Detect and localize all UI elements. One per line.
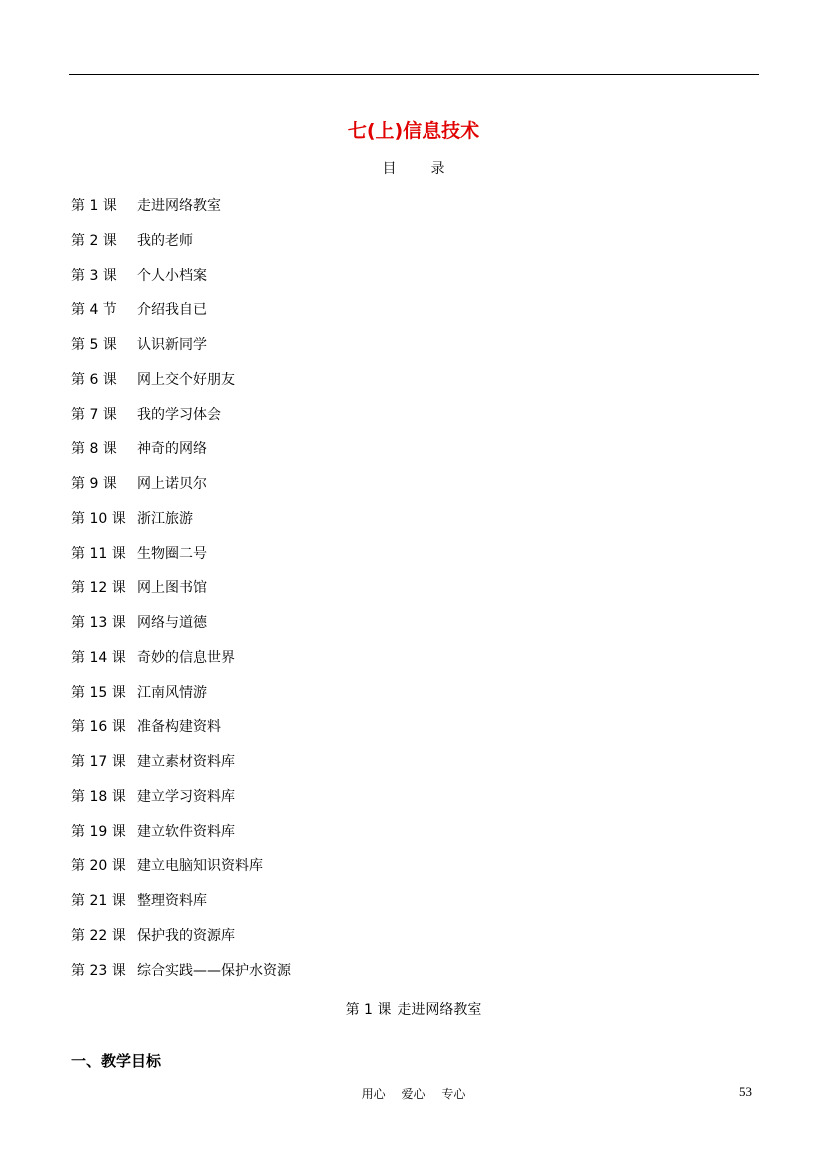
toc-entry-title: 生物圈二号 <box>137 545 207 562</box>
toc-entry-number: 第 10 课 <box>71 510 126 527</box>
toc-entry <box>71 578 291 613</box>
section-title: 走进网络教室 <box>397 1002 482 1018</box>
toc-entry <box>71 822 291 857</box>
toc-entry-number: 第 13 课 <box>71 615 126 631</box>
toc-entry <box>71 856 291 891</box>
toc-entry <box>71 266 291 301</box>
toc-entry <box>71 648 291 683</box>
toc-entry-title: 建立电脑知识资料库 <box>137 858 263 875</box>
table-of-contents <box>71 196 291 995</box>
toc-entry-number: 第 4 节 <box>71 302 117 319</box>
toc-entry <box>71 717 291 752</box>
toc-entry <box>71 231 291 266</box>
toc-entry-number: 第 8 课 <box>71 441 117 458</box>
footer-motto <box>0 1085 827 1102</box>
toc-entry <box>71 544 291 579</box>
toc-entry-title: 我的学习体会 <box>137 406 221 423</box>
toc-entry-title: 走进网络教室 <box>137 198 221 214</box>
toc-entry-title: 介绍我自已 <box>137 302 207 319</box>
toc-entry-title: 网上交个好朋友 <box>137 371 235 388</box>
toc-entry-title: 网络与道德 <box>137 615 207 631</box>
toc-entry <box>71 439 291 474</box>
toc-entry <box>71 196 291 231</box>
toc-entry-number: 第 2 课 <box>71 232 117 249</box>
page-title: 七(上)信息技术 <box>347 120 480 142</box>
toc-entry <box>71 961 291 996</box>
objective-heading: 一、教学目标 <box>71 1052 162 1070</box>
toc-entry-title: 建立学习资料库 <box>137 788 235 805</box>
toc-entry-number: 第 1 课 <box>71 198 117 214</box>
toc-entry-title: 浙江旅游 <box>137 510 193 527</box>
toc-entry-title: 江南风情游 <box>137 684 207 701</box>
toc-entry <box>71 370 291 405</box>
toc-entry <box>71 891 291 926</box>
section-heading <box>0 999 827 1019</box>
toc-entry-title: 网上图书馆 <box>137 580 207 597</box>
toc-entry-title: 认识新同学 <box>137 337 207 353</box>
toc-entry <box>71 405 291 440</box>
toc-entry-number: 第 6 课 <box>71 371 117 388</box>
toc-entry-number: 第 20 课 <box>71 858 126 875</box>
toc-entry <box>71 300 291 335</box>
toc-entry <box>71 474 291 509</box>
toc-entry-title: 准备构建资料 <box>137 719 221 736</box>
toc-entry-number: 第 9 课 <box>71 476 117 492</box>
toc-entry-title: 奇妙的信息世界 <box>137 649 235 666</box>
toc-entry <box>71 683 291 718</box>
toc-entry-title: 建立素材资料库 <box>137 754 235 770</box>
toc-entry-title: 神奇的网络 <box>137 441 207 458</box>
toc-entry-title: 个人小档案 <box>137 267 207 284</box>
toc-entry-number: 第 7 课 <box>71 406 117 423</box>
toc-entry-number: 第 11 课 <box>71 545 126 562</box>
toc-entry-number: 第 15 课 <box>71 684 126 701</box>
toc-entry <box>71 509 291 544</box>
toc-entry-number: 第 17 课 <box>71 754 126 770</box>
toc-entry-title: 保护我的资源库 <box>137 927 235 944</box>
toc-entry-number: 第 22 课 <box>71 927 126 944</box>
toc-entry-number: 第 18 课 <box>71 788 126 805</box>
footer-item: 专心 <box>441 1087 466 1101</box>
toc-entry <box>71 752 291 787</box>
toc-entry-number: 第 14 课 <box>71 649 126 666</box>
toc-entry-title: 综合实践——保护水资源 <box>137 962 291 979</box>
toc-heading: 目录 <box>382 161 479 177</box>
toc-entry <box>71 613 291 648</box>
section-number: 第 1 课 <box>345 1002 392 1018</box>
toc-entry-number: 第 21 课 <box>71 893 126 909</box>
toc-entry-title: 网上诺贝尔 <box>137 476 207 492</box>
toc-entry-title: 建立软件资料库 <box>137 823 235 840</box>
footer-item: 用心 <box>361 1087 386 1101</box>
header-rule <box>69 74 759 75</box>
toc-entry-number: 第 19 课 <box>71 823 126 840</box>
toc-entry-number: 第 23 课 <box>71 962 126 979</box>
toc-entry <box>71 926 291 961</box>
toc-entry-number: 第 16 课 <box>71 719 126 736</box>
page-number: 53 <box>739 1084 752 1099</box>
toc-entry-title: 整理资料库 <box>137 893 207 909</box>
footer-item: 爱心 <box>401 1087 426 1101</box>
toc-entry-number: 第 12 课 <box>71 580 126 597</box>
toc-entry <box>71 335 291 370</box>
toc-entry-title: 我的老师 <box>137 232 193 249</box>
toc-entry-number: 第 5 课 <box>71 337 117 353</box>
toc-entry-number: 第 3 课 <box>71 267 117 284</box>
toc-entry <box>71 787 291 822</box>
